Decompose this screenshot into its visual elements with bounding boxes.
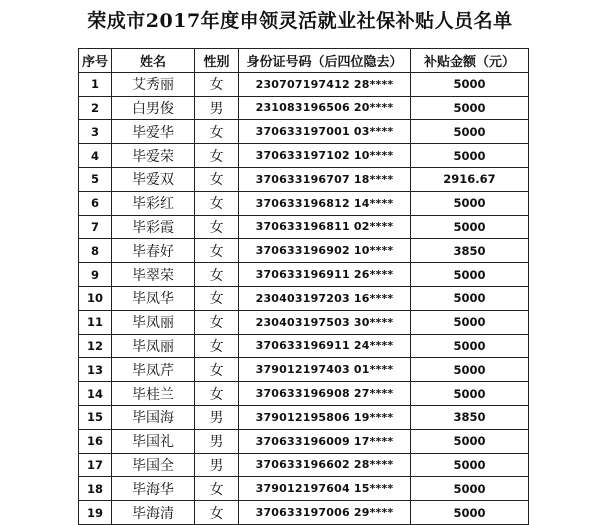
row-id-number: 370633196811 02**** xyxy=(239,215,411,239)
row-id-number: 370633197001 03**** xyxy=(239,120,411,144)
row-subsidy-amount: 5000 xyxy=(411,191,529,215)
row-subsidy-amount: 5000 xyxy=(411,334,529,358)
row-name: 毕凤芹 xyxy=(112,358,195,382)
table-row xyxy=(79,96,529,120)
row-subsidy-amount: 5000 xyxy=(411,358,529,382)
row-gender: 男 xyxy=(195,429,239,453)
row-id-number: 230403197203 16**** xyxy=(239,286,411,310)
row-number: 10 xyxy=(79,286,112,310)
row-id-number: 370633196707 18**** xyxy=(239,167,411,191)
row-gender: 女 xyxy=(195,477,239,501)
row-subsidy-amount: 5000 xyxy=(411,72,529,96)
row-gender: 男 xyxy=(195,96,239,120)
table-row xyxy=(79,429,529,453)
row-id-number: 379012197403 01**** xyxy=(239,358,411,382)
row-name: 毕春好 xyxy=(112,239,195,263)
header-id: 身份证号码（后四位隐去） xyxy=(239,49,411,73)
row-number: 18 xyxy=(79,477,112,501)
row-number: 17 xyxy=(79,453,112,477)
row-subsidy-amount: 3850 xyxy=(411,405,529,429)
row-id-number: 370633196602 28**** xyxy=(239,453,411,477)
row-subsidy-amount: 3850 xyxy=(411,239,529,263)
row-gender: 女 xyxy=(195,286,239,310)
header-no: 序号 xyxy=(79,49,112,73)
row-name: 毕彩红 xyxy=(112,191,195,215)
table-row xyxy=(79,167,529,191)
table-row xyxy=(79,263,529,287)
row-id-number: 370633196911 26**** xyxy=(239,263,411,287)
table-row xyxy=(79,501,529,525)
row-subsidy-amount: 5000 xyxy=(411,382,529,406)
table-row xyxy=(79,405,529,429)
row-number: 19 xyxy=(79,501,112,525)
row-id-number: 370633196902 10**** xyxy=(239,239,411,263)
row-name: 毕桂兰 xyxy=(112,382,195,406)
row-id-number: 370633196812 14**** xyxy=(239,191,411,215)
row-id-number: 379012195806 19**** xyxy=(239,405,411,429)
row-subsidy-amount: 5000 xyxy=(411,286,529,310)
table-row xyxy=(79,286,529,310)
table-row xyxy=(79,358,529,382)
table-row xyxy=(79,453,529,477)
row-name: 毕彩霞 xyxy=(112,215,195,239)
row-id-number: 231083196506 20**** xyxy=(239,96,411,120)
row-number: 16 xyxy=(79,429,112,453)
row-subsidy-amount: 5000 xyxy=(411,263,529,287)
row-number: 8 xyxy=(79,239,112,263)
row-id-number: 370633197006 29**** xyxy=(239,501,411,525)
table-row xyxy=(79,144,529,168)
subsidy-roster-table xyxy=(78,48,529,525)
header-name: 姓名 xyxy=(112,49,195,73)
table-row xyxy=(79,310,529,334)
table-row xyxy=(79,215,529,239)
row-subsidy-amount: 5000 xyxy=(411,429,529,453)
row-number: 11 xyxy=(79,310,112,334)
table-row xyxy=(79,72,529,96)
row-subsidy-amount: 5000 xyxy=(411,477,529,501)
document-title: 荣成市2017年度申领灵活就业社保补贴人员名单 xyxy=(87,10,513,32)
row-name: 毕翠荣 xyxy=(112,263,195,287)
row-id-number: 230707197412 28**** xyxy=(239,72,411,96)
row-gender: 女 xyxy=(195,72,239,96)
row-gender: 男 xyxy=(195,453,239,477)
row-subsidy-amount: 5000 xyxy=(411,215,529,239)
row-name: 毕国全 xyxy=(112,453,195,477)
row-name: 毕凤华 xyxy=(112,286,195,310)
row-gender: 女 xyxy=(195,167,239,191)
row-subsidy-amount: 5000 xyxy=(411,501,529,525)
row-name: 艾秀丽 xyxy=(112,72,195,96)
table-body xyxy=(79,72,529,524)
row-name: 毕国海 xyxy=(112,405,195,429)
table-header xyxy=(79,49,529,73)
row-name: 毕爱双 xyxy=(112,167,195,191)
row-subsidy-amount: 5000 xyxy=(411,453,529,477)
row-subsidy-amount: 2916.67 xyxy=(411,167,529,191)
row-name: 毕国礼 xyxy=(112,429,195,453)
row-gender: 女 xyxy=(195,263,239,287)
row-number: 9 xyxy=(79,263,112,287)
row-gender: 女 xyxy=(195,191,239,215)
row-name: 毕海清 xyxy=(112,501,195,525)
row-subsidy-amount: 5000 xyxy=(411,310,529,334)
row-gender: 女 xyxy=(195,239,239,263)
row-number: 3 xyxy=(79,120,112,144)
row-id-number: 230403197503 30**** xyxy=(239,310,411,334)
table-row xyxy=(79,239,529,263)
header-row xyxy=(79,49,529,73)
row-name: 毕爱荣 xyxy=(112,144,195,168)
row-number: 12 xyxy=(79,334,112,358)
header-amount: 补贴金额（元） xyxy=(411,49,529,73)
row-subsidy-amount: 5000 xyxy=(411,144,529,168)
row-gender: 女 xyxy=(195,215,239,239)
row-subsidy-amount: 5000 xyxy=(411,96,529,120)
row-number: 1 xyxy=(79,72,112,96)
row-id-number: 370633196908 27**** xyxy=(239,382,411,406)
row-gender: 女 xyxy=(195,501,239,525)
row-id-number: 370633197102 10**** xyxy=(239,144,411,168)
row-subsidy-amount: 5000 xyxy=(411,120,529,144)
row-number: 13 xyxy=(79,358,112,382)
row-name: 毕海华 xyxy=(112,477,195,501)
row-number: 7 xyxy=(79,215,112,239)
row-id-number: 370633196009 17**** xyxy=(239,429,411,453)
row-gender: 女 xyxy=(195,144,239,168)
row-name: 毕凤丽 xyxy=(112,334,195,358)
table-row xyxy=(79,120,529,144)
row-name: 白男俊 xyxy=(112,96,195,120)
row-name: 毕爱华 xyxy=(112,120,195,144)
row-number: 5 xyxy=(79,167,112,191)
table-row xyxy=(79,334,529,358)
row-number: 15 xyxy=(79,405,112,429)
row-gender: 女 xyxy=(195,120,239,144)
row-number: 14 xyxy=(79,382,112,406)
header-gender: 性别 xyxy=(195,49,239,73)
row-id-number: 379012197604 15**** xyxy=(239,477,411,501)
row-number: 4 xyxy=(79,144,112,168)
row-gender: 女 xyxy=(195,358,239,382)
row-gender: 男 xyxy=(195,405,239,429)
row-number: 6 xyxy=(79,191,112,215)
row-name: 毕凤丽 xyxy=(112,310,195,334)
table-row xyxy=(79,191,529,215)
row-id-number: 370633196911 24**** xyxy=(239,334,411,358)
table-row xyxy=(79,382,529,406)
table-row xyxy=(79,477,529,501)
row-gender: 女 xyxy=(195,334,239,358)
row-gender: 女 xyxy=(195,382,239,406)
row-number: 2 xyxy=(79,96,112,120)
row-gender: 女 xyxy=(195,310,239,334)
